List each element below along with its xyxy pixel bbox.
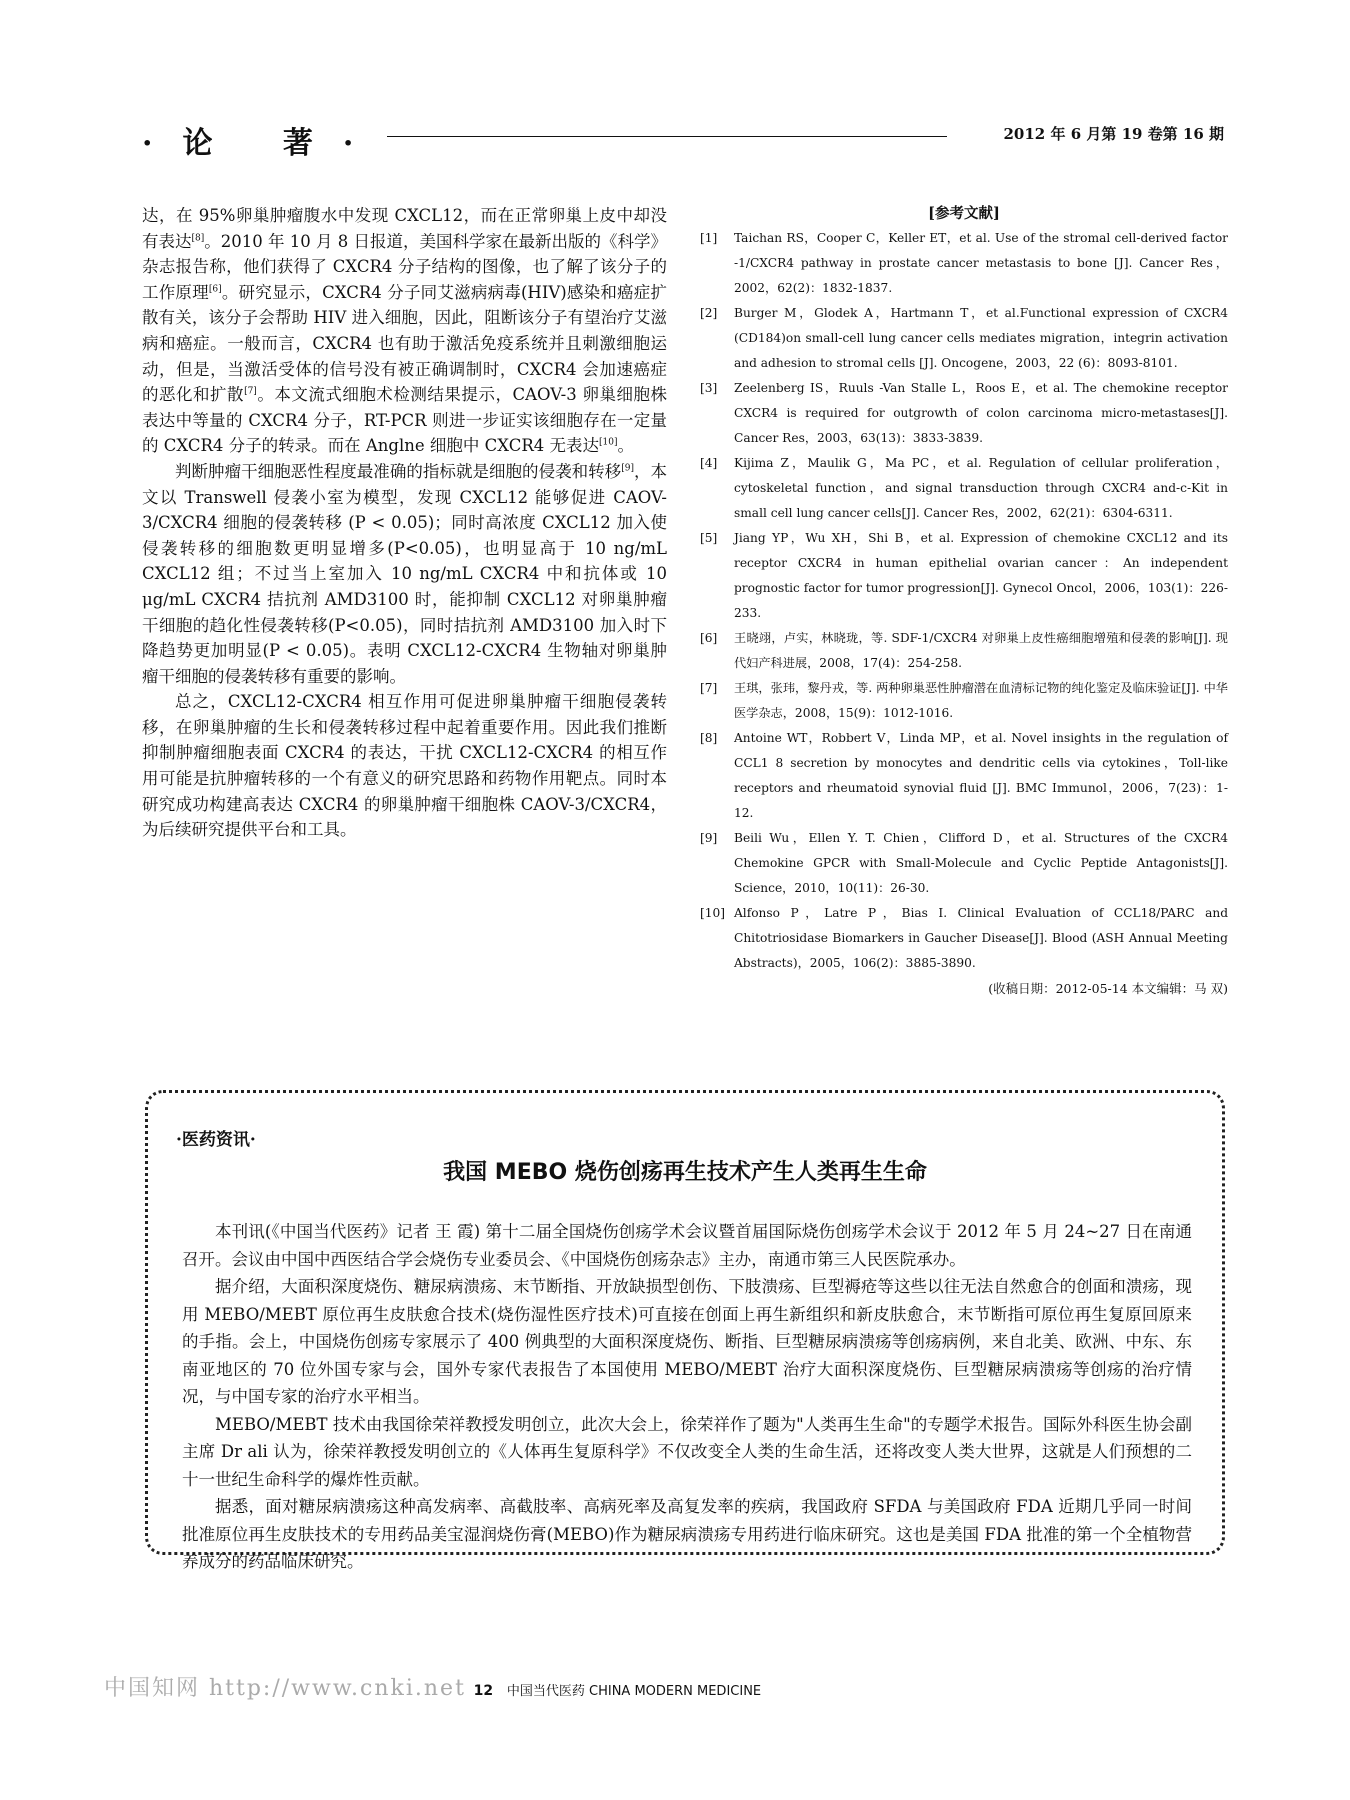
reference-text: Taichan RS，Cooper C，Keller ET，et al. Use of the stromal cell-derived factor -1/CXCR4 pathway in prostate cancer metastasis to bone [J]. Cancer Res，2002，62(2)：1832-1837. [734, 231, 1228, 295]
reference-item [700, 726, 1228, 826]
news-paragraph: 据介绍，大面积深度烧伤、糖尿病溃疡、末节断指、开放缺损型创伤、下肢溃疡、巨型褥疮等这些以往无法自然愈合的创面和溃疡，现用 MEBO/MEBT 原位再生皮肤愈合技术(烧伤湿性医疗技术)可直接在创面上再生新组织和新皮肤愈合，末节断指可原位再生复原回原来的手指。会上，中国烧伤创疡专家展示了 400 例典型的大面积深度烧伤、断指、巨型糖尿病溃疡等创疡病例，来自北美、欧洲、中东、东南亚地区的 70 位外国专家与会，国外专家代表报告了本国使用 MEBO/MEBT 治疗大面积深度烧伤、巨型糖尿病溃疡等创疡的治疗情况，与中国专家的治疗水平相当。 [182, 1277, 1192, 1406]
body-paragraph: 判断肿瘤干细胞恶性程度最准确的指标就是细胞的侵袭和转移[9]，本文以 Transwell 侵袭小室为模型，发现 CXCL12 能够促进 CAOV-3/CXCR4 细胞的侵袭转移 (P < 0.05)；同时高浓度 CXCL12 加入使侵袭转移的细胞数更明显增多(P<0.05)，也明显高于 10 ng/mL CXCL12 组；不过当上室加入 10 ng/mL CXCR4 中和抗体或 10 μg/mL CXCR4 拮抗剂 AMD3100 时，能抑制 CXCL12 对卵巢肿瘤干细胞的趋化性侵袭转移(P<0.05)，同时拮抗剂 AMD3100 加入时下降趋势更加明显(P < 0.05)。表明 CXCL12-CXCR4 生物轴对卵巢肿瘤干细胞的侵袭转移有重要的影响。 [142, 461, 668, 686]
issue-info: 2012 年 6 月第 19 卷第 16 期 [1003, 125, 1224, 143]
reference-item [700, 526, 1228, 626]
reference-number: [3] [700, 381, 718, 395]
page-header [142, 118, 1224, 161]
reference-number: [2] [700, 306, 718, 320]
reference-text: 王晓翊，卢实，林晓珑，等. SDF-1/CXCR4 对卵巢上皮性癌细胞增殖和侵袭的影响[J]. 现代妇产科进展，2008，17(4)：254-258. [734, 631, 1228, 670]
reference-text: Beili Wu，Ellen Y. T. Chien，Clifford D，et al. Structures of the CXCR4 Chemokine GPCR with Small-Molecule and Cyclic Peptide Antagonists[J]. Science，2010，10(11)：26-30. [734, 831, 1228, 895]
body-paragraph: 达，在 95%卵巢肿瘤腹水中发现 CXCL12，而在正常卵巢上皮中却没有表达[8]。2010 年 10 月 8 日报道，美国科学家在最新出版的《科学》杂志报告称，他们获得了 CXCR4 分子结构的图像，也了解了该分子的工作原理[6]。研究显示，CXCR4 分子同艾滋病病毒(HIV)感染和癌症扩散有关，该分子会帮助 HIV 进入细胞，因此，阻断该分子有望治疗艾滋病和癌症。一般而言，CXCR4 也有助于激活免疫系统并且刺激细胞运动，但是，当激活受体的信号没有被正确调制时，CXCR4 会加速癌症的恶化和扩散[7]。本文流式细胞术检测结果提示，CAOV-3 卵巢细胞株表达中等量的 CXCR4 分子，RT-PCR 则进一步证实该细胞存在一定量的 CXCR4 分子的转录。而在 Anglne 细胞中 CXCR4 无表达[10]。 [142, 206, 668, 456]
reference-text: Zeelenberg IS，Ruuls -Van Stalle L，Roos E，et al. The chemokine receptor CXCR4 is required for outgrowth of colon carcinoma micro-metastases[J]. Cancer Res，2003，63(13)：3833-3839. [734, 381, 1228, 445]
news-paragraph: 据悉，面对糖尿病溃疡这种高发病率、高截肢率、高病死率及高复发率的疾病，我国政府 SFDA 与美国政府 FDA 近期几乎同一时间批准原位再生皮肤技术的专用药品美宝湿润烧伤膏(MEBO)作为糖尿病溃疡专用药进行临床研究。这也是美国 FDA 批准的第一个全植物营养成分的药品临床研究。 [182, 1497, 1192, 1571]
reference-item [700, 826, 1228, 901]
reference-item [700, 451, 1228, 526]
main-text-column [142, 203, 667, 843]
page-footer [104, 1671, 761, 1702]
reference-text: Kijima Z，Maulik G，Ma PC，et al. Regulation of cellular proliferation，cytoskeletal function，and signal transduction through CXCR4 and-c-Kit in small cell lung cancer cells[J]. Cancer Res，2002，62(21)：6304-6311. [734, 456, 1228, 520]
reference-list [700, 226, 1228, 976]
section-label: ·论 著· [142, 126, 384, 161]
references-title: [参考文献] [928, 205, 1000, 222]
reference-number: [9] [700, 831, 718, 845]
reference-item [700, 676, 1228, 726]
reference-text: Antoine WT，Robbert V，Linda MP，et al. Novel insights in the regulation of CCL1 8 secretion by monocytes and dendritic cells via cytokines，Toll-like receptors and rheumatoid synovial fluid [J]. BMC Immunol，2006，7(23)：1-12. [734, 731, 1228, 820]
news-paragraph: MEBO/MEBT 技术由我国徐荣祥教授发明创立，此次大会上，徐荣祥作了题为"人类再生生命"的专题学术报告。国际外科医生协会副主席 Dr ali 认为，徐荣祥教授发明创立的《人体再生复原科学》不仅改变全人类的生命生活，还将改变人类大世界，这就是人们预想的二十一世纪生命科学的爆炸性贡献。 [182, 1414, 1192, 1489]
citation: [10] [599, 437, 618, 448]
reference-item [700, 226, 1228, 301]
news-body [182, 1218, 1192, 1576]
citation: [8] [191, 233, 205, 244]
journal-name: 中国当代医药 CHINA MODERN MEDICINE [506, 1684, 762, 1699]
reference-item [700, 301, 1228, 376]
reference-number: [8] [700, 731, 718, 745]
reference-number: [4] [700, 456, 718, 470]
reference-number: [10] [700, 906, 726, 920]
reference-text: 王琪，张玮，黎丹戎，等. 两种卵巢恶性肿瘤潜在血清标记物的纯化鉴定及临床验证[J]. 中华医学杂志，2008，15(9)：1012-1016. [734, 681, 1228, 720]
citation: [7] [244, 386, 257, 397]
reference-item [700, 901, 1228, 976]
reference-item [700, 376, 1228, 451]
reference-number: [6] [700, 631, 718, 645]
citation: [9] [621, 463, 634, 474]
news-title: 我国 MEBO 烧伤创疡再生技术产生人类再生生命 [443, 1160, 927, 1185]
reference-text: Burger M，Glodek A，Hartmann T，et al.Functional expression of CXCR4 (CD184)on small-cell lung cancer cells mediates migration，integrin activation and adhesion to stromal cells [J]. Oncogene，2003，22 (6)：8093-8101. [734, 306, 1228, 370]
news-section-label: ·医药资讯· [176, 1130, 256, 1150]
received-date: (收稿日期：2012-05-14 本文编辑：马 双) [988, 981, 1228, 996]
reference-item [700, 626, 1228, 676]
citation: [6] [208, 284, 222, 295]
reference-text: Alfonso P，Latre P，Bias I. Clinical Evaluation of CCL18/PARC and Chitotriosidase Biomarkers in Gaucher Disease[J]. Blood (ASH Annual Meeting Abstracts)，2005，106(2)：3885-3890. [734, 906, 1228, 970]
references-column [700, 202, 1228, 1001]
reference-text: Jiang YP，Wu XH，Shi B，et al. Expression of chemokine CXCL12 and its receptor CXCR4 in human epithelial ovarian cancer：An independent prognostic factor for tumor progression[J]. Gynecol Oncol，2006，103(1)：226-233. [734, 531, 1228, 620]
news-paragraph: 本刊讯(《中国当代医药》记者 王 霞) 第十二届全国烧伤创疡学术会议暨首届国际烧伤创疡学术会议于 2012 年 5 月 24~27 日在南通召开。会议由中国中西医结合学会烧伤专业委员会、《中国烧伤创疡杂志》主办，南通市第三人民医院承办。 [182, 1222, 1192, 1269]
reference-number: [5] [700, 531, 718, 545]
page-number: 12 [473, 1683, 494, 1699]
header-rule [387, 136, 947, 137]
reference-number: [7] [700, 681, 718, 695]
news-box [145, 1090, 1225, 1571]
body-paragraph: 总之，CXCL12-CXCR4 相互作用可促进卵巢肿瘤干细胞侵袭转移，在卵巢肿瘤的生长和侵袭转移过程中起着重要作用。因此我们推断抑制肿瘤细胞表面 CXCR4 的表达，干扰 CXCL12-CXCR4 的相互作用可能是抗肿瘤转移的一个有意义的研究思路和药物作用靶点。同时本研究成功构建高表达 CXCR4 的卵巢肿瘤干细胞株 CAOV-3/CXCR4，为后续研究提供平台和工具。 [142, 692, 667, 840]
reference-number: [1] [700, 231, 718, 245]
watermark: 中国知网 http://www.cnki.net [104, 1676, 466, 1701]
